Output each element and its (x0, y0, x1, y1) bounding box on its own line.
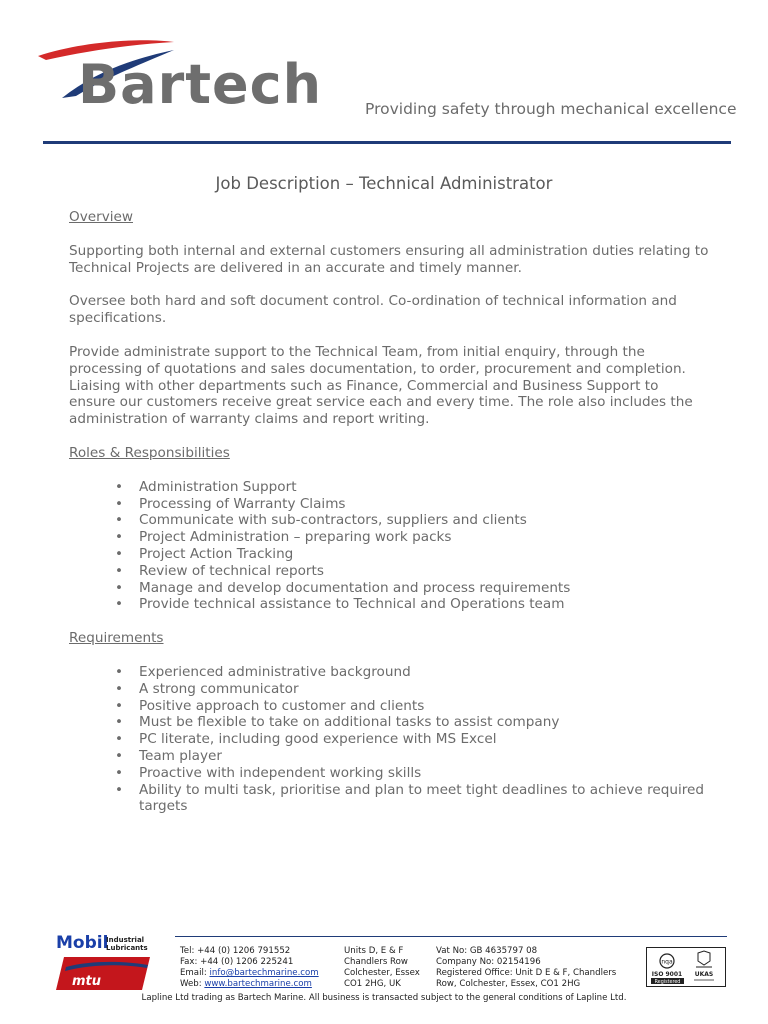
ukas-text: UKAS (694, 971, 714, 978)
bullet-icon: • (115, 680, 124, 697)
bullet-icon: • (115, 495, 124, 512)
roles-heading: Roles & Responsibilities (69, 444, 230, 461)
requirements-list (69, 664, 709, 815)
overview-paragraph: Oversee both hard and soft document control. Co-ordination of technical information and specifications. (69, 293, 677, 327)
document-body (69, 209, 709, 832)
document-title: Job Description – Technical Administrator (215, 174, 553, 193)
certification-logos (646, 947, 726, 987)
footer-contact (180, 946, 319, 990)
list-item: • Must be flexible to take on additional tasks to assist company (115, 714, 560, 731)
bullet-icon: • (115, 747, 124, 764)
bullet-icon: • (115, 579, 124, 596)
company-line: Row, Colchester, Essex, CO1 2HG (436, 979, 581, 989)
footer-web-row: Web: www.bartechmarine.com (180, 979, 312, 989)
bullet-icon: • (115, 545, 124, 562)
mtu-logo (56, 957, 150, 990)
bullet-icon: • (115, 663, 124, 680)
list-item: • Team player (115, 747, 222, 764)
bullet-icon: • (115, 714, 124, 731)
list-item: • Proactive with independent working skills (115, 764, 422, 781)
mtu-logo-text: mtu (72, 974, 102, 989)
footer-rule (175, 936, 727, 937)
list-item: • Project Administration – preparing work packs (115, 529, 452, 546)
footer-email-row: Email: info@bartechmarine.com (180, 968, 319, 978)
list-item: • Ability to multi task, prioritise and plan to meet tight deadlines to achieve required targets (115, 781, 705, 815)
bullet-icon: • (115, 512, 124, 529)
registered-text: Registered (654, 980, 681, 985)
company-line: Vat No: GB 4635797 08 (436, 946, 538, 956)
address-line: Units D, E & F (344, 946, 404, 956)
overview-heading: Overview (69, 209, 133, 225)
overview-paragraph: Provide administrate support to the Technical Team, from initial enquiry, through the processing of quotations and sales documentation, to order, procurement and completion. Liaising with other departments such as Finance, Commercial and Business Support to ensure our customers receive great service each and every time. The role also includes the administration of warranty claims and report writing. (69, 343, 693, 428)
bullet-icon: • (115, 731, 124, 748)
tagline: Providing safety through mechanical excellence (365, 100, 737, 118)
company-line: Company No: 02154196 (436, 957, 541, 967)
header-rule (43, 141, 731, 144)
bullet-icon: • (115, 764, 124, 781)
list-item: • Provide technical assistance to Technical and Operations team (115, 596, 565, 613)
footer-legal-note: Lapline Ltd trading as Bartech Marine. All business is transacted subject to the general conditions of Lapline Ltd. (141, 993, 627, 1003)
list-item: • Communicate with sub-contractors, suppliers and clients (115, 512, 527, 529)
address-line: Colchester, Essex (344, 968, 420, 978)
footer-address (344, 946, 420, 990)
bullet-icon: • (115, 529, 124, 546)
requirements-heading: Requirements (69, 630, 164, 647)
list-item: • Project Action Tracking (115, 545, 294, 562)
company-line: Registered Office: Unit D E & F, Chandlers (436, 968, 617, 978)
bullet-icon: • (115, 562, 124, 579)
bullet-icon: • (115, 697, 124, 714)
web-link[interactable]: www.bartechmarine.com (204, 979, 312, 989)
address-line: Chandlers Row (344, 957, 408, 967)
mobil-logo-subtitle: Industrial Lubricants (106, 936, 148, 952)
footer-tel: Tel: +44 (0) 1206 791552 (180, 946, 291, 956)
list-item: • Experienced administrative background (115, 663, 411, 680)
footer-fax: Fax: +44 (0) 1206 225241 (180, 957, 294, 967)
address-line: CO1 2HG, UK (344, 979, 401, 989)
overview-paragraph: Supporting both internal and external customers ensuring all administration duties relating to Technical Projects are delivered in an accurate and timely manner. (69, 242, 709, 276)
list-item: • A strong communicator (115, 680, 299, 697)
bullet-icon: • (115, 781, 124, 798)
footer-company (436, 946, 616, 990)
list-item: • Positive approach to customer and clients (115, 697, 425, 714)
email-link[interactable]: info@bartechmarine.com (209, 968, 319, 978)
roles-list (69, 479, 709, 613)
nqa-logo-text: nqa (661, 958, 673, 966)
list-item: • Administration Support (115, 478, 297, 495)
list-item: • Review of technical reports (115, 562, 324, 579)
bullet-icon: • (115, 596, 124, 613)
list-item: • Processing of Warranty Claims (115, 495, 346, 512)
bartech-logo-text: Bartech (78, 53, 323, 116)
list-item: • Manage and develop documentation and process requirements (115, 579, 571, 596)
mobil-logo-word: Mobil (56, 933, 109, 953)
bullet-icon: • (115, 478, 124, 495)
mobil-logo (56, 935, 166, 957)
list-item: • PC literate, including good experience with MS Excel (115, 731, 497, 748)
iso-9001-text: ISO 9001 (651, 971, 683, 978)
